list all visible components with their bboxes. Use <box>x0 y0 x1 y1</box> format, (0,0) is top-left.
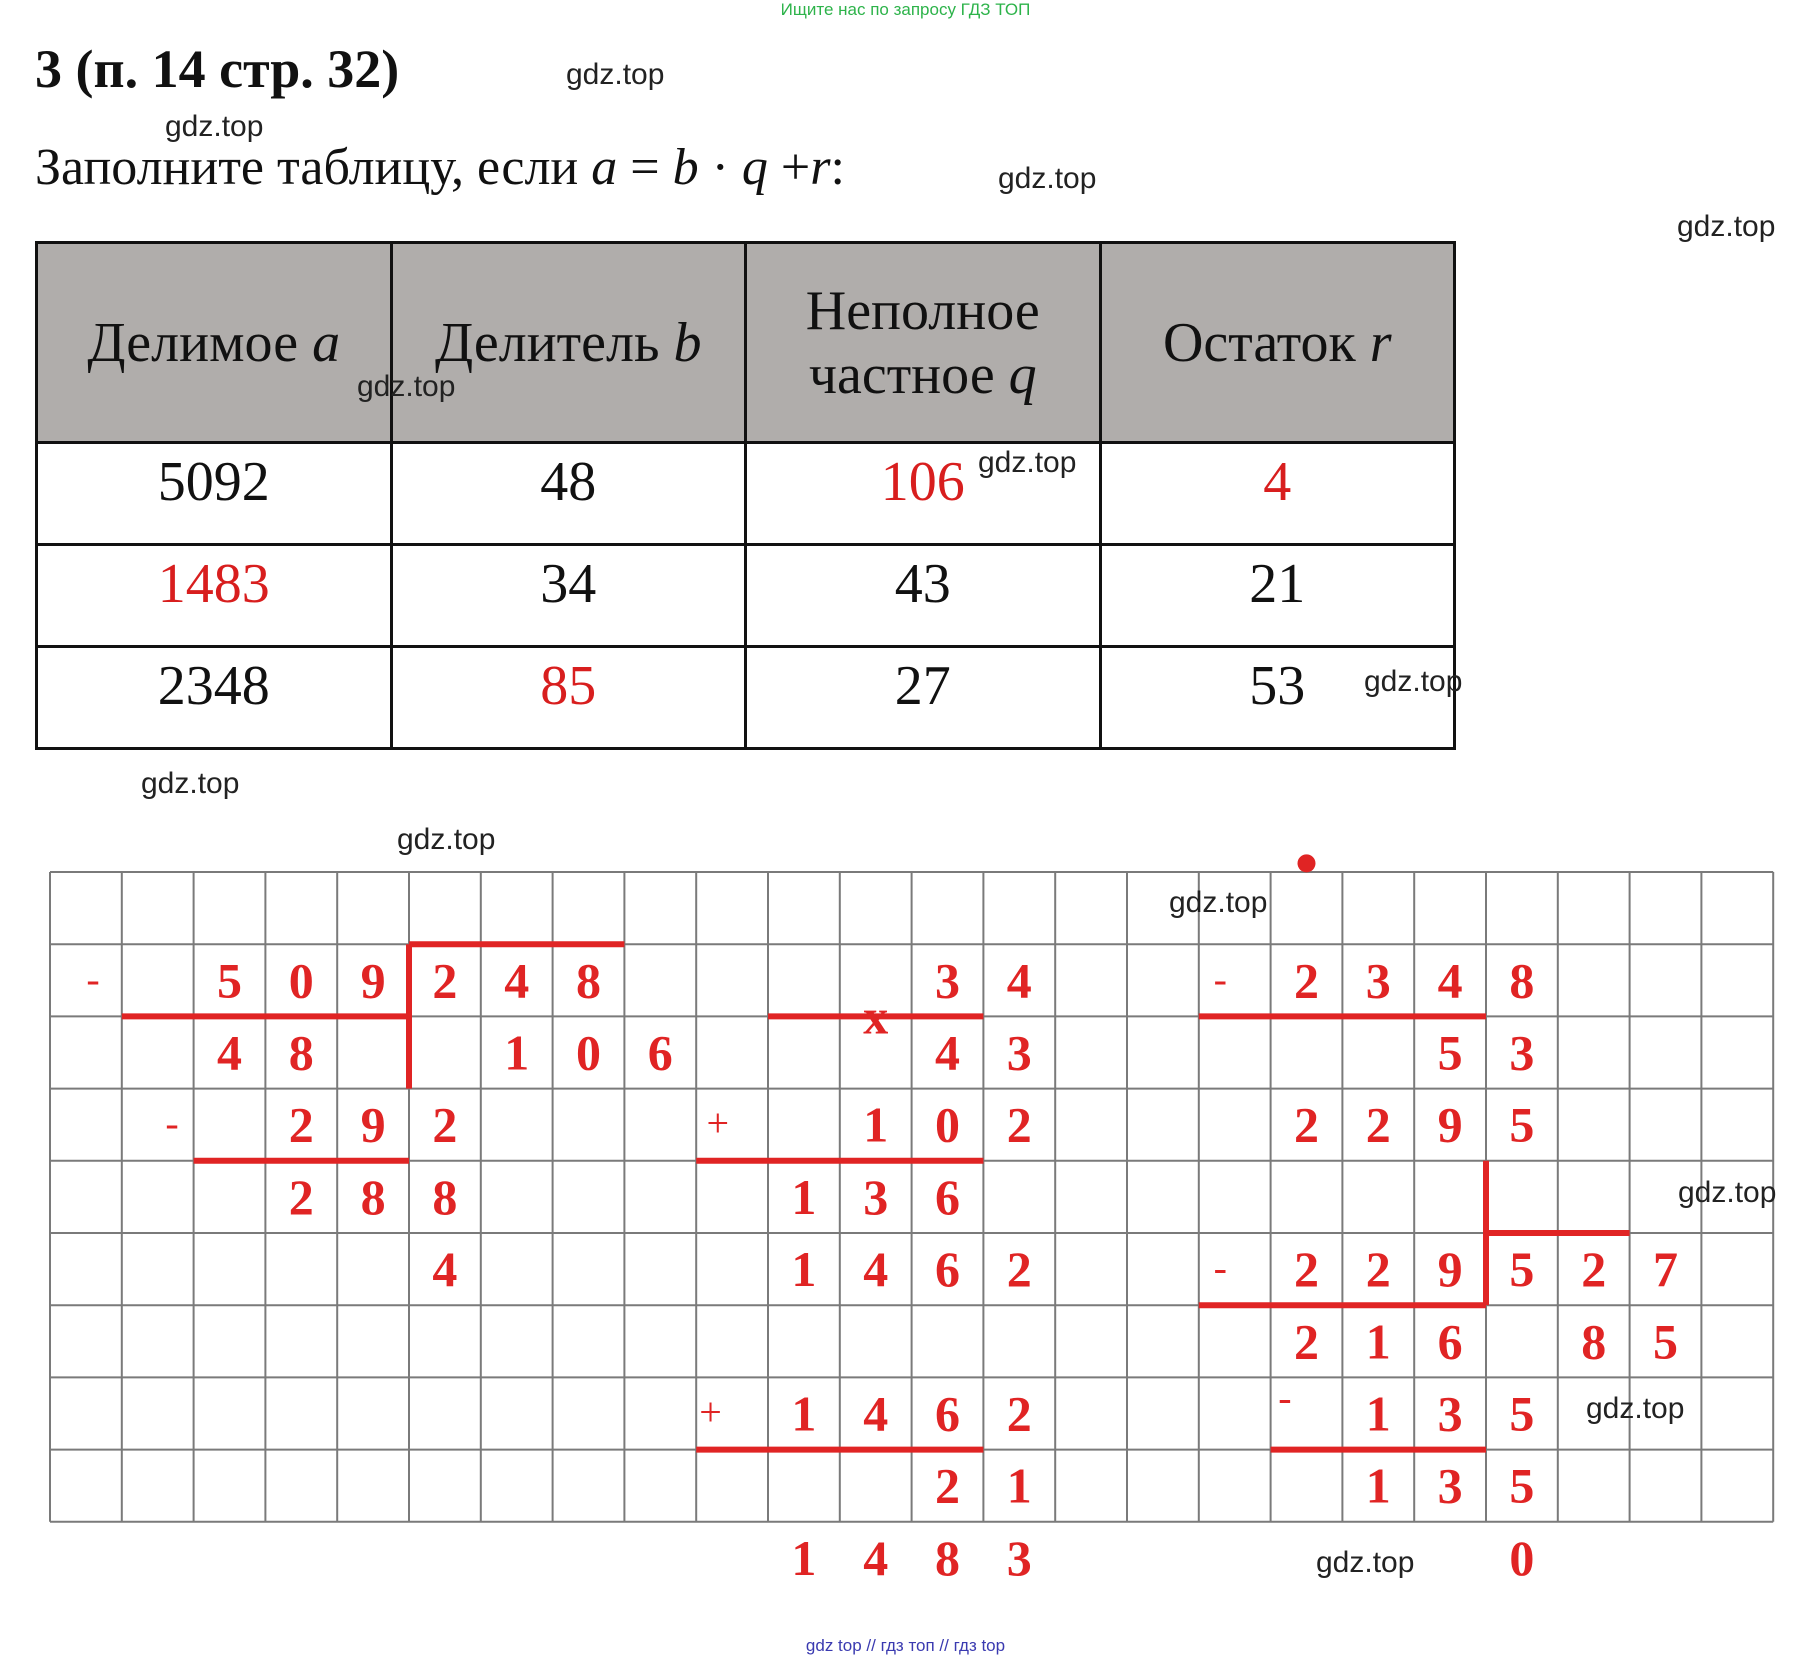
cell-dividend: 2348 <box>37 647 392 749</box>
grid-digit: 4 <box>504 952 530 1009</box>
grid-digit: 0 <box>935 1096 960 1153</box>
grid-digit: 2 <box>1581 1241 1607 1298</box>
task-var-q: q <box>741 139 768 196</box>
top-banner[interactable]: Ищите нас по запросу ГДЗ ТОП <box>780 0 1031 19</box>
grid-digit: 8 <box>1509 952 1535 1009</box>
grid-digit: 3 <box>1437 1385 1463 1442</box>
cell-quotient: 27 <box>746 647 1101 749</box>
header-divisor: Делитель b <box>391 243 746 443</box>
grid-digit: 2 <box>1294 952 1319 1009</box>
grid-digit: 4 <box>1437 952 1463 1009</box>
grid-digit: 8 <box>576 952 601 1009</box>
grid-digit: 4 <box>863 1385 889 1442</box>
cell-divisor: 34 <box>391 545 746 647</box>
header-dividend: Делимое a <box>37 243 392 443</box>
header-quotient: Неполное частное q <box>746 243 1101 443</box>
grid-digit: 0 <box>288 952 314 1009</box>
grid-digit: 6 <box>935 1241 960 1298</box>
watermark: gdz.top <box>978 446 1077 479</box>
exercise-title: 3 (п. 14 стр. 32) <box>35 39 400 99</box>
grid-digit: 2 <box>432 952 458 1009</box>
cell-divisor: 48 <box>391 443 746 545</box>
grid-digit: 5 <box>217 952 242 1009</box>
cell-remainder: 4 <box>1100 443 1455 545</box>
cell-dividend: 5092 <box>37 443 392 545</box>
watermark: gdz.top <box>1169 886 1268 919</box>
grid-digit: 2 <box>1006 1385 1032 1442</box>
grid-digit: 6 <box>935 1385 960 1442</box>
carry-dot <box>1298 854 1316 872</box>
grid-digit: 2 <box>1006 1241 1032 1298</box>
grid-digit: 2 <box>288 1168 314 1225</box>
grid-digit: 2 <box>935 1457 960 1514</box>
grid-sign: + <box>699 1389 722 1435</box>
grid-digit: 4 <box>217 1024 242 1081</box>
bottom-banner[interactable]: gdz top // гдз топ // гдз top <box>805 1636 1006 1655</box>
grid-digit: 9 <box>360 1096 386 1153</box>
grid-digit: 4 <box>935 1024 960 1081</box>
grid-digit: 2 <box>1294 1096 1319 1153</box>
grid-sign: + <box>706 1100 730 1146</box>
task-var-a: a <box>591 139 618 196</box>
grid-digit: 7 <box>1653 1241 1678 1298</box>
grid-digit: 5 <box>1509 1241 1535 1298</box>
grid-digit: 1 <box>1365 1385 1391 1442</box>
task-var-b: b <box>672 139 699 196</box>
grid-digit: 1 <box>504 1024 530 1081</box>
watermark: gdz.top <box>357 370 456 403</box>
grid-digit: 2 <box>1294 1313 1319 1370</box>
cell-divisor: 85 <box>391 647 746 749</box>
grid-digit: 1 <box>791 1241 817 1298</box>
grid-digit: x <box>863 988 889 1045</box>
grid-sign: - <box>86 956 100 1002</box>
watermark: gdz.top <box>397 823 496 856</box>
watermark: gdz.top <box>141 767 240 800</box>
grid-digit: 1 <box>791 1385 817 1442</box>
task-plus: + <box>780 139 811 196</box>
grid-digit: 0 <box>1509 1529 1535 1586</box>
grid-digit: 5 <box>1509 1096 1535 1153</box>
grid-digit: 3 <box>1006 1529 1032 1586</box>
watermark: gdz.top <box>1364 665 1463 698</box>
cell-remainder: 53 <box>1100 647 1455 749</box>
grid-digit: 2 <box>1294 1241 1319 1298</box>
grid-digit: 9 <box>360 952 386 1009</box>
grid-digit: 5 <box>1509 1385 1535 1442</box>
grid-digit: 3 <box>1006 1024 1032 1081</box>
grid-digit: 1 <box>791 1529 817 1586</box>
watermark: gdz.top <box>1678 1176 1777 1209</box>
grid-digit: 2 <box>1006 1096 1032 1153</box>
task-var-r: r <box>810 139 831 196</box>
grid-digit: 3 <box>935 952 960 1009</box>
grid-digit: 2 <box>1365 1241 1391 1298</box>
grid-digit: 3 <box>863 1168 889 1225</box>
grid-digit: 2 <box>432 1096 458 1153</box>
task-colon: : <box>830 139 845 196</box>
cell-remainder: 21 <box>1100 545 1455 647</box>
cell-quotient: 106 <box>746 443 1101 545</box>
grid-digit: 1 <box>1365 1313 1391 1370</box>
watermark: gdz.top <box>998 162 1097 195</box>
grid-digit: 8 <box>288 1024 314 1081</box>
grid-digit: 0 <box>576 1024 601 1081</box>
grid-digit: 5 <box>1653 1313 1678 1370</box>
grid-digit: 8 <box>1581 1313 1607 1370</box>
task-text: Заполните таблицу, если <box>35 139 579 196</box>
grid-digit: 1 <box>1006 1457 1032 1514</box>
grid-digit: 1 <box>791 1168 817 1225</box>
grid-digit: 1 <box>1365 1457 1391 1514</box>
grid-digit: 8 <box>432 1168 458 1225</box>
grid-digit: 4 <box>863 1241 889 1298</box>
grid-digit: 5 <box>1437 1024 1463 1081</box>
grid-sign: - <box>1213 1245 1228 1291</box>
watermark: gdz.top <box>1316 1546 1415 1579</box>
grid-digit: 9 <box>1437 1241 1463 1298</box>
grid-digit: 9 <box>1437 1096 1463 1153</box>
header-remainder: Остаток r <box>1100 243 1455 443</box>
grid-digit: 4 <box>1006 952 1032 1009</box>
grid-digit: 6 <box>1437 1313 1463 1370</box>
grid-digit: 3 <box>1509 1024 1535 1081</box>
grid-digit: 5 <box>1509 1457 1535 1514</box>
grid-digit: 2 <box>288 1096 314 1153</box>
watermark: gdz.top <box>1677 210 1776 243</box>
grid-digit: 8 <box>360 1168 386 1225</box>
grid-digit: 4 <box>432 1241 458 1298</box>
grid-digit: 8 <box>935 1529 960 1586</box>
task-eq: = <box>630 139 660 196</box>
watermark: gdz.top <box>1586 1392 1685 1425</box>
grid-digit: 6 <box>647 1024 673 1081</box>
grid-digit: 4 <box>863 1529 889 1586</box>
task-dot: · <box>711 139 729 196</box>
grid-digit: 3 <box>1365 952 1391 1009</box>
grid-sign: - <box>1278 1375 1292 1421</box>
cell-quotient: 43 <box>746 545 1101 647</box>
cell-dividend: 1483 <box>37 545 392 647</box>
grid-digit: 2 <box>1365 1096 1391 1153</box>
grid-sign: - <box>165 1100 179 1146</box>
grid-digit: 3 <box>1437 1457 1463 1514</box>
grid-digit: 1 <box>863 1096 889 1153</box>
watermark: gdz.top <box>165 110 264 143</box>
grid-sign: - <box>1213 956 1228 1002</box>
grid-digit: 6 <box>935 1168 960 1225</box>
watermark: gdz.top <box>566 58 665 91</box>
